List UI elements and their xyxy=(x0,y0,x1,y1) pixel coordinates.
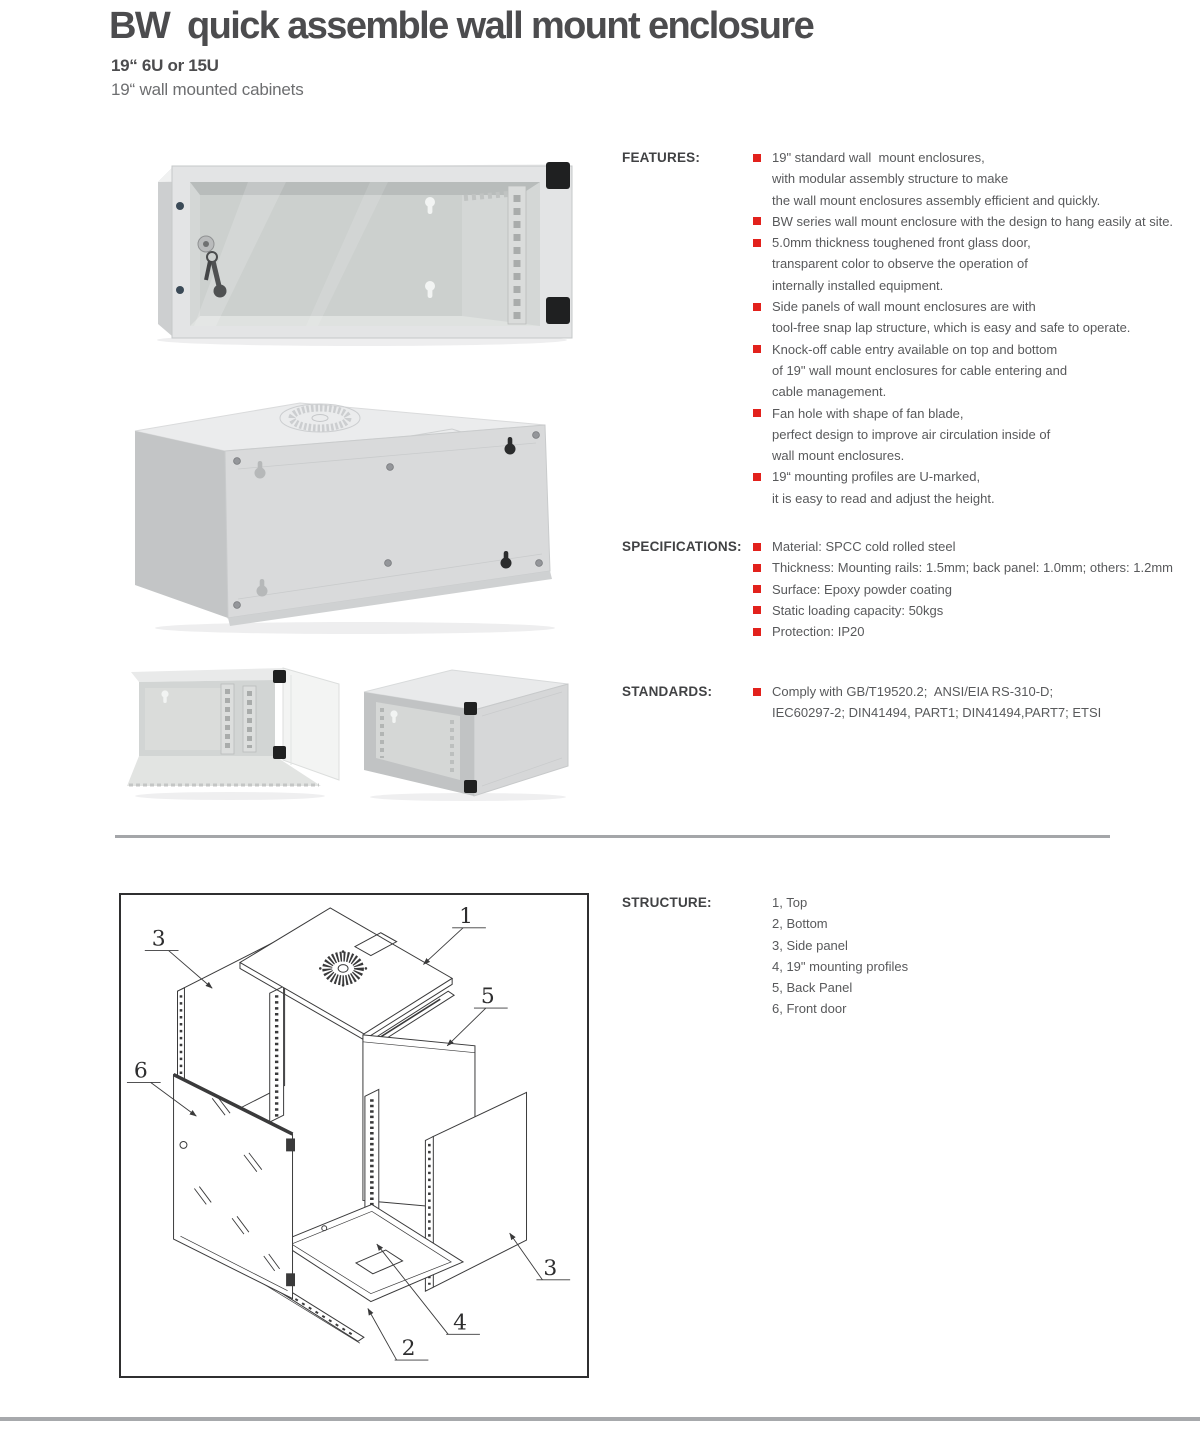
structure-item xyxy=(753,935,1198,956)
product-photo-back-view xyxy=(120,393,590,638)
diagram-label-side-right: 3 xyxy=(543,1255,558,1281)
feature-text: Side panels of wall mount enclosures are with tool-free snap lap structure, which is easy and safe to operate. xyxy=(772,299,1131,336)
standards-text: Comply with GB/T19520.2; ANSI/EIA RS-310-D; IEC60297-2; DIN41494, PART1; DIN41494,PART7; ETSI xyxy=(772,684,1102,721)
bullet-square-icon xyxy=(753,303,761,311)
structure-diagram xyxy=(119,893,589,1378)
feature-item xyxy=(753,211,1198,232)
structure-item xyxy=(753,892,1198,913)
diagram-mounting-rail xyxy=(270,986,284,1122)
diagram-label-bottom: 2 xyxy=(401,1336,416,1362)
diagram-label-back: 5 xyxy=(480,984,495,1010)
bullet-square-icon xyxy=(753,585,761,593)
bullet-square-icon xyxy=(753,606,761,614)
feature-item xyxy=(753,232,1198,296)
feature-item xyxy=(753,296,1198,339)
diagram-label-door: 6 xyxy=(133,1058,148,1084)
feature-item xyxy=(753,403,1198,467)
features-list xyxy=(753,147,1198,509)
feature-text: BW series wall mount enclosure with the design to hang easily at site. xyxy=(772,213,1174,229)
feature-text: 19“ mounting profiles are U-marked, it is easy to read and adjust the height. xyxy=(772,469,995,506)
feature-text: 5.0mm thickness toughened front glass door, transparent color to observe the operation of internally installed equipment. xyxy=(772,235,1031,293)
specification-item xyxy=(753,600,1198,621)
bullet-square-icon xyxy=(753,628,761,636)
section-label-structure: STRUCTURE: xyxy=(622,895,712,910)
standards-list xyxy=(753,681,1198,724)
product-photo-front-glass-door xyxy=(120,140,590,348)
feature-item xyxy=(753,339,1198,403)
bullet-square-icon xyxy=(753,688,761,696)
feature-item xyxy=(753,147,1198,211)
page-category: 19“ wall mounted cabinets xyxy=(111,80,304,99)
bullet-square-icon xyxy=(753,239,761,247)
diagram-label-profiles: 4 xyxy=(453,1310,468,1336)
structure-text: 6, Front door xyxy=(772,1001,847,1017)
product-photo-open-door xyxy=(125,658,343,803)
bullet-square-icon xyxy=(753,217,761,225)
structure-item xyxy=(753,998,1198,1019)
section-label-features: FEATURES: xyxy=(622,150,701,165)
page-model: 19“ 6U or 15U xyxy=(111,56,219,75)
diagram-label-top: 1 xyxy=(459,903,473,929)
section-divider xyxy=(115,835,1110,838)
bullet-square-icon xyxy=(753,543,761,551)
specification-item xyxy=(753,557,1198,578)
specification-text: Static loading capacity: 50kgs xyxy=(772,602,944,618)
diagram-label-side: 3 xyxy=(151,926,166,952)
structure-list xyxy=(753,892,1198,1020)
structure-item xyxy=(753,913,1198,934)
bullet-square-icon xyxy=(753,345,761,353)
specifications-list xyxy=(753,536,1198,642)
section-label-specifications: SPECIFICATIONS: xyxy=(622,539,742,554)
page-title: BW quick assemble wall mount enclosure xyxy=(109,5,814,47)
feature-text: Fan hole with shape of fan blade, perfect design to improve air circulation inside of wall mount enclosures. xyxy=(772,405,1051,464)
structure-item xyxy=(753,977,1198,998)
exploded-view-drawing xyxy=(121,895,587,1376)
bullet-square-icon xyxy=(753,564,761,572)
structure-text: 4, 19" mounting profiles xyxy=(772,958,909,974)
feature-item xyxy=(753,466,1198,509)
feature-text: 19" standard wall mount enclosures, with modular assembly structure to make the wall mount enclosures assembly efficient and quickly. xyxy=(772,150,1101,208)
structure-text: 3, Side panel xyxy=(772,937,848,953)
standards-item xyxy=(753,681,1198,724)
specification-text: Material: SPCC cold rolled steel xyxy=(772,539,956,554)
bullet-square-icon xyxy=(753,409,761,417)
bullet-square-icon xyxy=(753,473,761,481)
structure-item xyxy=(753,956,1198,977)
section-label-standards: STANDARDS: xyxy=(622,684,713,699)
specification-item xyxy=(753,536,1198,557)
structure-text: 2, Bottom xyxy=(772,916,828,932)
specification-text: Protection: IP20 xyxy=(772,624,865,640)
structure-text: 5, Back Panel xyxy=(772,980,853,996)
structure-text: 1, Top xyxy=(772,895,808,910)
specification-item xyxy=(753,579,1198,600)
specification-text: Surface: Epoxy powder coating xyxy=(772,581,952,597)
specification-text: Thickness: Mounting rails: 1.5mm; back panel: 1.0mm; others: 1.2mm xyxy=(772,560,1173,576)
specification-item xyxy=(753,621,1198,642)
bullet-square-icon xyxy=(753,154,761,162)
page-footer-rule xyxy=(0,1417,1200,1421)
product-photo-angled-open-front xyxy=(356,658,574,803)
feature-text: Knock-off cable entry available on top and bottom of 19" wall mount enclosures for cable entering and cable management. xyxy=(772,341,1068,400)
